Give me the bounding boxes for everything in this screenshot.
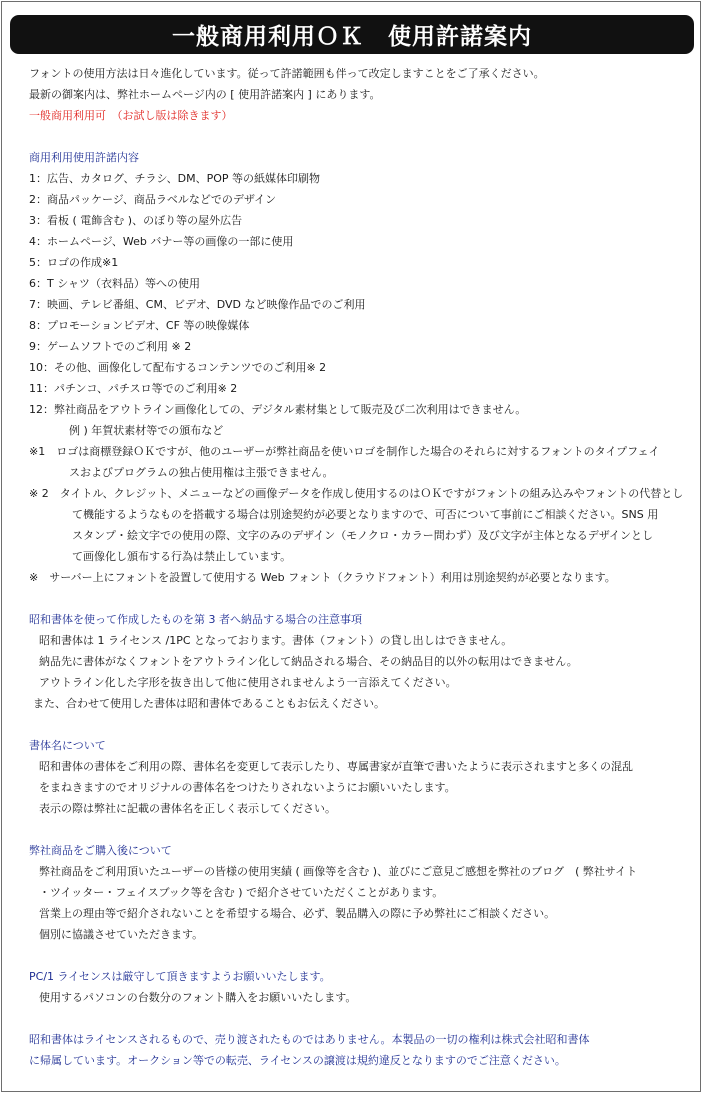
spacer	[2, 714, 700, 735]
license-item-example: 例 ) 年賀状素材等での頒布など	[69, 424, 224, 437]
after-purchase-line: ・ツイッター・フェイスブック等を含む ) で紹介させていただくことがあります。	[39, 886, 444, 899]
pc-license-line: 使用するパソコンの台数分のフォント購入をお願いいたします。	[39, 991, 357, 1004]
third-party-line: また、合わせて使用した書体は昭和書体であることもお伝えください。	[33, 697, 385, 710]
after-purchase-line: 営業上の理由等で紹介されないことを希望する場合、必ず、製品購入の際に予め弊社にご相談ください。	[39, 907, 556, 920]
third-party-line: アウトライン化した字形を抜き出して他に使用されませんよう一言添えてください。	[39, 676, 457, 689]
license-item: 4：ホームページ、Web バナー等の画像の一部に使用	[29, 235, 294, 248]
footnote-1-line: ※1 ロゴは商標登録ＯＫですが、他のユーザーが弊社商品を使いロゴを制作した場合のそれらに対するフォントのタイプフェイ	[29, 445, 660, 458]
closing-statement-line: 昭和書体はライセンスされるもので、売り渡されたものではありません。本製品の一切の権利は株式会社昭和書体	[29, 1033, 590, 1046]
footnote-2-line: て機能するようなものを搭載する場合は別途契約が必要となりますので、可否について事前にご相談ください。SNS 用	[72, 508, 659, 521]
font-name-line: をまねきますのでオリジナルの書体名をつけたりされないようにお願いいたします。	[39, 781, 456, 794]
footnote-2-line: て画像化し頒布する行為は禁止しています。	[72, 550, 292, 563]
license-item: 8：プロモーションビデオ、CF 等の映像媒体	[29, 319, 250, 332]
third-party-line: 昭和書体は 1 ライセンス /1PC となっております。書体（フォント）の貸し出しはできません。	[39, 634, 513, 647]
intro-line: フォントの使用方法は日々進化しています。従って許諾範囲も伴って改定しますことをご了承ください。	[29, 67, 545, 80]
footnote-2-line: スタンプ・絵文字での使用の際、文字のみのデザイン（モノクロ・カラー問わず）及び文字が主体となるデザインとし	[72, 529, 654, 542]
spacer	[2, 945, 700, 966]
spacer	[2, 126, 700, 147]
after-purchase-section-heading: 弊社商品をご購入後について	[29, 844, 172, 857]
spacer	[2, 588, 700, 609]
license-item: 10：その他、画像化して配布するコンテンツでのご利用※ 2	[29, 361, 327, 374]
license-document	[1, 1, 701, 1092]
license-item: 7：映画、テレビ番組、CM、ビデオ、DVD など映像作品でのご利用	[29, 298, 366, 311]
font-name-line: 表示の際は弊社に記載の書体名を正しく表示してください。	[39, 802, 336, 815]
license-item: 2：商品パッケージ、商品ラベルなどでのデザイン	[29, 193, 277, 206]
third-party-section-heading: 昭和書体を使って作成したものを第 3 者へ納品する場合の注意事項	[29, 613, 362, 626]
pc-license-section-heading: PC/1 ライセンスは厳守して頂きますようお願いいたします。	[29, 970, 331, 983]
commercial-use-notice: 一般商用利用可 （お試し版は除きます）	[29, 109, 233, 122]
font-name-line: 昭和書体の書体をご利用の際、書体名を変更して表示したり、専属書家が直筆で書いたように表示されますと多くの混乱	[39, 760, 633, 773]
font-name-section-heading: 書体名について	[29, 739, 106, 752]
after-purchase-line: 個別に協議させていただきます。	[39, 928, 204, 941]
document-body	[2, 63, 700, 1071]
page-title: 一般商用利用ＯＫ 使用許諾案内	[172, 24, 532, 50]
footnote-2-line: ※ 2 タイトル、クレジット、メニューなどの画像データを作成し使用するのはＯＫですがフォントの組み込みやフォントの代替とし	[29, 487, 684, 500]
after-purchase-line: 弊社商品をご利用頂いたユーザーの皆様の使用実績 ( 画像等を含む )、並びにご意見ご感想を弊社のブログ ( 弊社サイト	[39, 865, 638, 878]
license-section-heading: 商用利用使用許諾内容	[29, 151, 139, 164]
license-item: 5：ロゴの作成※1	[29, 256, 119, 269]
third-party-line: 納品先に書体がなくフォントをアウトライン化して納品される場合、その納品目的以外の転用はできません。	[39, 655, 578, 668]
license-item: 1：広告、カタログ、チラシ、DM、POP 等の紙媒体印刷物	[29, 172, 321, 185]
spacer	[2, 1008, 700, 1029]
license-item: 9：ゲームソフトでのご利用 ※ 2	[29, 340, 192, 353]
license-item: 6：T シャツ（衣料品）等への使用	[29, 277, 200, 290]
footnote-webfont: ※ サーバー上にフォントを設置して使用する Web フォント（クラウドフォント）利用は別途契約が必要となります。	[29, 571, 616, 584]
title-banner	[10, 15, 694, 54]
spacer	[2, 819, 700, 840]
intro-line: 最新の御案内は、弊社ホームページ内の [ 使用許諾案内 ] にあります。	[29, 88, 381, 101]
closing-statement-line: に帰属しています。オークション等での転売、ライセンスの譲渡は規約違反となりますのでご注意ください。	[29, 1054, 566, 1067]
footnote-1-line: スおよびプログラムの独占使用権は主張できません。	[69, 466, 334, 479]
license-item: 12：弊社商品をアウトライン画像化しての、デジタル素材集として販売及び二次利用はできません。	[29, 403, 527, 416]
license-item: 11：パチンコ、パチスロ等でのご利用※ 2	[29, 382, 238, 395]
license-item: 3：看板 ( 電飾含む )、のぼり等の屋外広告	[29, 214, 243, 227]
